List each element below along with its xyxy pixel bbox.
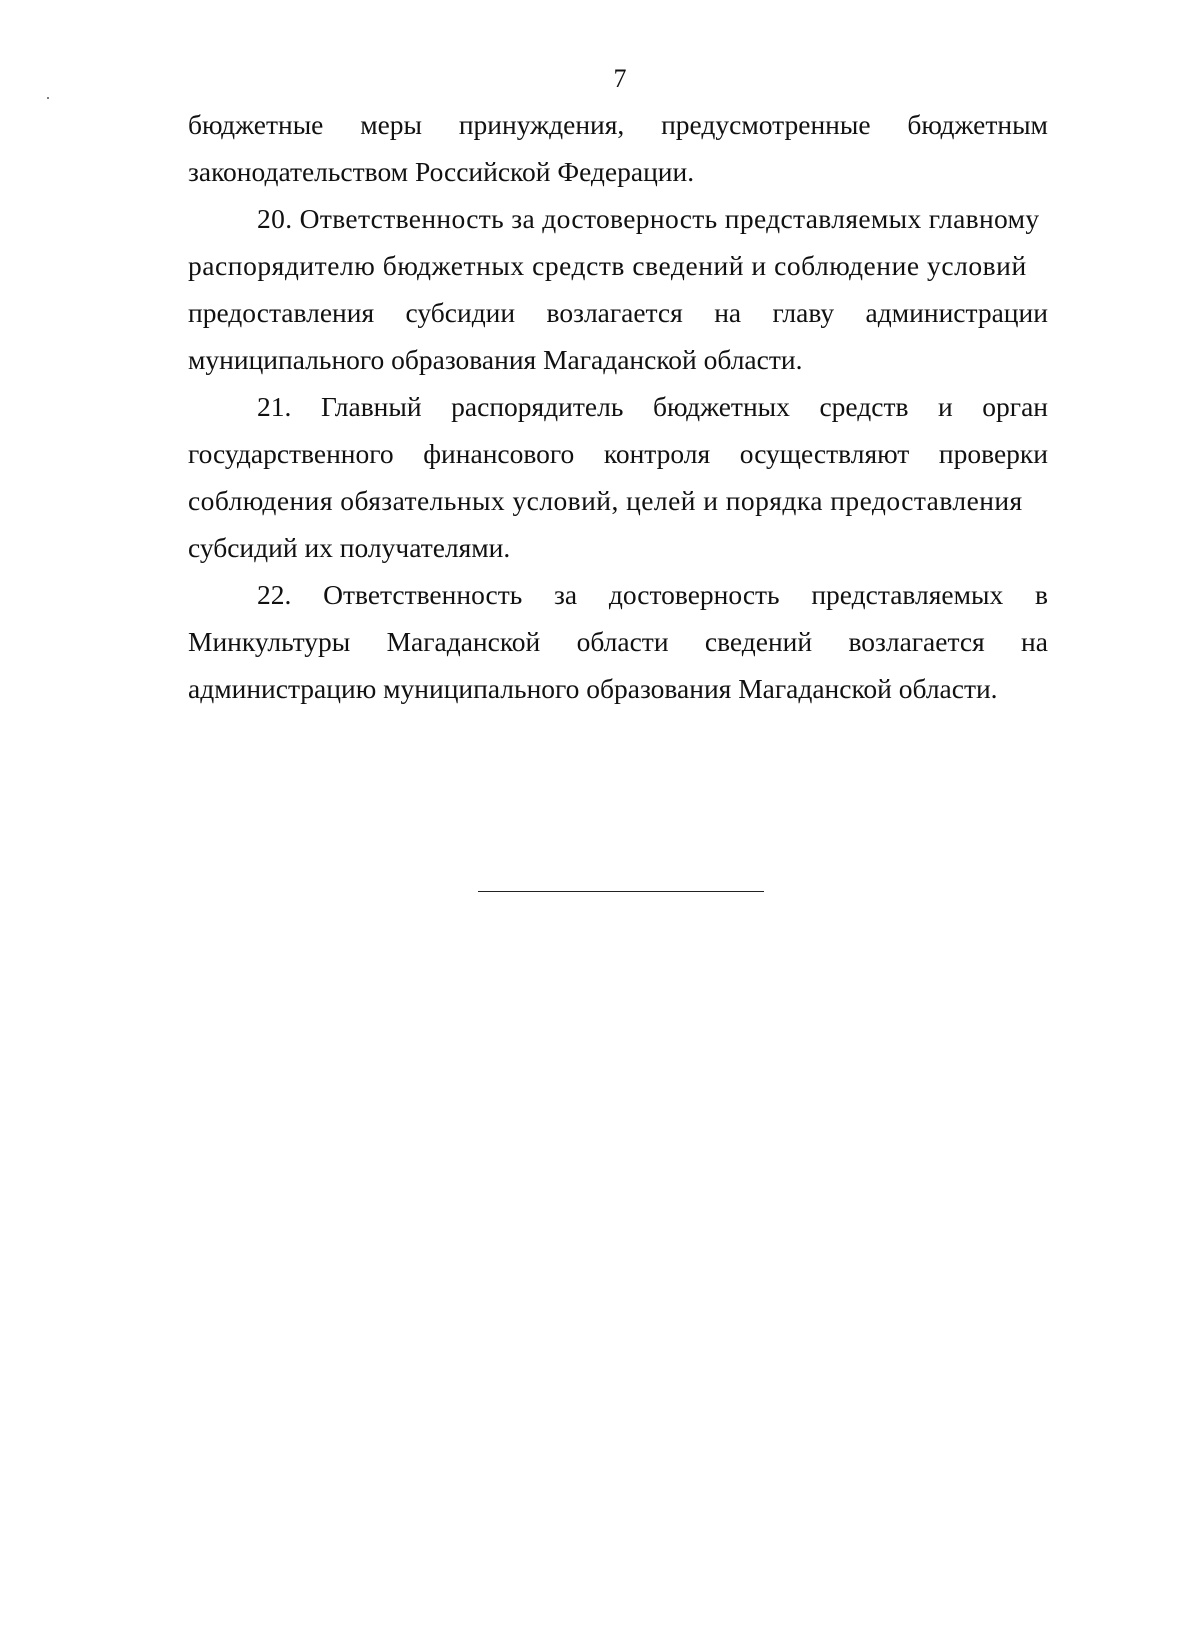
justified-line (188, 289, 1048, 336)
scan-speck (47, 97, 49, 99)
word: бюджетным (907, 109, 1048, 140)
word: субсидии (405, 297, 516, 328)
paragraph-20 (188, 195, 1048, 383)
word: Ответственность (323, 579, 523, 610)
word: представляемых (811, 579, 1004, 610)
text-line: субсидий их получателями. (188, 532, 511, 563)
page-number: 7 (613, 64, 627, 93)
word: финансового (423, 438, 575, 469)
word: достоверность (608, 579, 780, 610)
word: контроля (603, 438, 711, 469)
text-line: соблюдения обязательных условий, целей и порядка предоставления (188, 485, 1023, 516)
justified-line (188, 571, 1048, 618)
justified-line (188, 618, 1048, 665)
end-of-document-rule (478, 891, 764, 892)
text-line: 20. Ответственность за достоверность представляемых главному (257, 203, 1040, 234)
word: Минкультуры (188, 626, 351, 657)
justified-line (188, 383, 1048, 430)
word: на (1021, 626, 1048, 657)
justified-line (188, 101, 1048, 148)
paragraph-21 (188, 383, 1048, 571)
word: сведений (704, 626, 813, 657)
word: 21. (257, 391, 292, 422)
word: распорядитель (451, 391, 624, 422)
word: главу (772, 297, 835, 328)
word: проверки (938, 438, 1048, 469)
word: возлагается (848, 626, 985, 657)
word: в (1035, 579, 1048, 610)
word: на (714, 297, 742, 328)
word: бюджетные (188, 109, 324, 140)
paragraph-continuation (188, 101, 1048, 195)
word: бюджетных (652, 391, 790, 422)
paragraph-22 (188, 571, 1048, 712)
word: орган (982, 391, 1048, 422)
word: осуществляют (739, 438, 910, 469)
text-line: администрацию муниципального образования Магаданской области. (188, 673, 998, 704)
word: возлагается (546, 297, 683, 328)
word: меры (360, 109, 423, 140)
word: средств (819, 391, 909, 422)
word: администрации (865, 297, 1048, 328)
word: принуждения, (458, 109, 625, 140)
word: области (576, 626, 669, 657)
word: Главный (320, 391, 422, 422)
word: Магаданской (386, 626, 541, 657)
justified-line (188, 430, 1048, 477)
text-line: муниципального образования Магаданской области. (188, 344, 803, 375)
word: предоставления (188, 297, 375, 328)
text-line: распорядителю бюджетных средств сведений и соблюдение условий (188, 250, 1027, 281)
word: за (554, 579, 578, 610)
word: 22. (257, 579, 292, 610)
text-line: законодательством Российской Федерации. (188, 156, 695, 187)
word: государственного (188, 438, 394, 469)
word: и (938, 391, 953, 422)
word: предусмотренные (661, 109, 871, 140)
